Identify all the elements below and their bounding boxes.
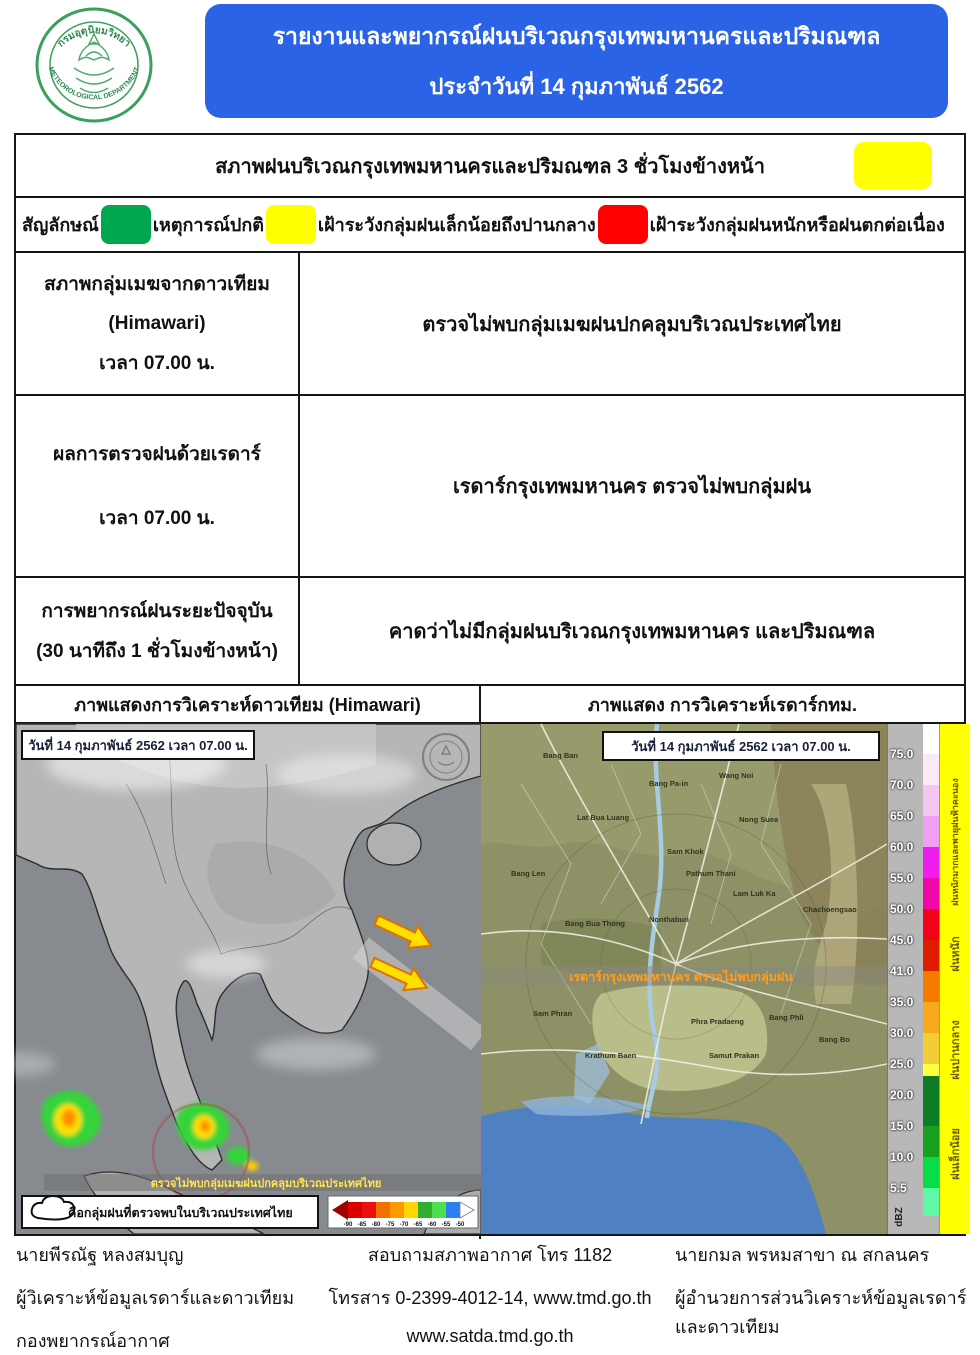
- report-title: รายงานและพยากรณ์ฝนบริเวณกรุงเทพมหานครและปริมณฑล: [272, 22, 881, 49]
- legend-text-normal: เหตุการณ์ปกติ: [152, 215, 264, 235]
- row-map-images: [16, 722, 964, 1234]
- satellite-map-image: [16, 724, 481, 1234]
- svg-text:กรมอุตุนิยมวิทยา: กรมอุตุนิยมวิทยา: [55, 25, 133, 50]
- nowcast-result-text: คาดว่าไม่มีกลุ่มฝนบริเวณกรุงเทพมหานคร และปริมณฑล: [388, 621, 876, 643]
- satellite-overlay-text: ตรวจไม่พบกลุ่มเมฆฝนปกคลุมบริเวณประเทศไทย: [150, 1178, 382, 1190]
- svg-text:Chachoengsao: Chachoengsao: [803, 905, 857, 914]
- 3hr-condition-title: สภาพฝนบริเวณกรุงเทพมหานครและปริมณฑล 3 ชั่วโมงข้างหน้า: [215, 155, 765, 178]
- legend-chip-red: [598, 205, 648, 244]
- svg-text:-85: -85: [357, 1222, 367, 1228]
- footer-contact: [305, 1240, 675, 1355]
- satellite-source-time: เวลา 07.00 น.: [99, 353, 215, 374]
- legend-chip-green: [101, 205, 151, 244]
- status-color-box-yellow: [854, 142, 932, 189]
- report-title-banner: [205, 4, 948, 118]
- nowcast-line2: (30 นาทีถึง 1 ชั่วโมงข้างหน้า): [36, 641, 278, 662]
- svg-text:Krathum Baen: Krathum Baen: [585, 1051, 637, 1060]
- row-radar-result: [16, 394, 964, 576]
- satellite-colorbar: [328, 1196, 478, 1228]
- analyst-title: ผู้วิเคราะห์ข้อมูลเรดาร์และดาวเทียม: [16, 1288, 295, 1308]
- legend-chip-yellow: [266, 205, 316, 244]
- legend-text-watch-light: เฝ้าระวังกลุ่มฝนเล็กน้อยถึงปานกลาง: [317, 215, 596, 235]
- director-name: นายกมล พรหมสาขา ณ สกลนคร: [675, 1245, 930, 1265]
- satellite-source-cell: [16, 253, 300, 394]
- satellite-source-line2: (Himawari): [108, 312, 206, 334]
- satellite-image-header: ภาพแสดงการวิเคราะห์ดาวเทียม (Himawari): [16, 686, 481, 722]
- radar-dbz-colorbar: [923, 724, 939, 1234]
- svg-text:Bang Phli: Bang Phli: [769, 1013, 804, 1022]
- svg-text:-90: -90: [343, 1222, 353, 1228]
- footer-analyst: [0, 1240, 305, 1355]
- analyst-name: นายพีรณัฐ หลงสมบุญ: [16, 1245, 184, 1265]
- row-satellite-result: [16, 251, 964, 394]
- tmd-logo: [34, 6, 154, 124]
- contact-phone: สอบถามสภาพอากาศ โทร 1182: [367, 1245, 613, 1265]
- radar-source-cell: [16, 396, 300, 576]
- radar-source-time: เวลา 07.00 น.: [99, 508, 215, 529]
- radar-scale-ticks: 75.0 70.0 65.0 60.0 55.0 50.0 45.0 41.0 35.0 30.0 25.0 20.0 15.0 10.0 5.5 dBZ: [887, 724, 923, 1234]
- tmd-seal-icon: [34, 6, 154, 124]
- svg-text:-65: -65: [413, 1222, 423, 1228]
- svg-text:Bang Bo: Bang Bo: [819, 1035, 850, 1044]
- report-table: [14, 133, 966, 1236]
- legend-label: สัญลักษณ์: [22, 215, 99, 235]
- satellite-map: [16, 724, 481, 1239]
- footer: [0, 1240, 980, 1355]
- svg-text:-55: -55: [441, 1222, 451, 1228]
- svg-text:Bang Ban: Bang Ban: [543, 751, 579, 760]
- radar-image-header: ภาพแสดง การวิเคราะห์เรดาร์กทม.: [587, 694, 858, 715]
- contact-satda-web: www.satda.tmd.go.th: [406, 1326, 574, 1346]
- satellite-legend-text: คือกลุ่มฝนที่ตรวจพบในบริเวณประเทศไทย: [68, 1206, 293, 1220]
- satellite-result-text: ตรวจไม่พบกลุ่มเมฆฝนปกคลุมบริเวณประเทศไทย: [422, 313, 842, 336]
- row-legend: [16, 196, 964, 251]
- row-nowcast: [16, 576, 964, 684]
- row-image-headers: [16, 684, 964, 722]
- footer-director: [675, 1240, 980, 1355]
- svg-text:-75: -75: [385, 1222, 395, 1228]
- svg-text:-50: -50: [455, 1222, 465, 1228]
- radar-result-text: เรดาร์กรุงเทพมหานคร ตรวจไม่พบกลุ่มฝน: [452, 476, 812, 498]
- svg-text:Lat Bua Luang: Lat Bua Luang: [577, 813, 630, 822]
- svg-text:Phra Pradaeng: Phra Pradaeng: [691, 1017, 744, 1026]
- svg-text:Bang Bua Thong: Bang Bua Thong: [565, 919, 625, 928]
- svg-text:Sam Phran: Sam Phran: [533, 1009, 573, 1018]
- svg-text:Sam Khok: Sam Khok: [667, 847, 704, 856]
- radar-overlay-text: เรดาร์กรุงเทพมหานคร ตรวจไม่พบกลุ่มฝน: [569, 970, 793, 984]
- svg-text:Pathum Thani: Pathum Thani: [686, 869, 736, 878]
- report-date: ประจำวันที่ 14 กุมภาพันธ์ 2562: [429, 73, 724, 99]
- radar-map-image: [481, 724, 887, 1234]
- svg-text:Nonthaburi: Nonthaburi: [649, 915, 689, 924]
- analyst-division: กองพยากรณ์อากาศ: [16, 1331, 170, 1351]
- radar-map: [481, 724, 970, 1239]
- nowcast-line1: การพยากรณ์ฝนระยะปัจจุบัน: [41, 601, 273, 622]
- svg-text:METEOROLOGICAL DEPARTMENT: METEOROLOGICAL DEPARTMENT: [46, 66, 142, 102]
- svg-text:Lam Luk Ka: Lam Luk Ka: [733, 889, 776, 898]
- svg-text:-60: -60: [427, 1222, 437, 1228]
- director-title: ผู้อำนวยการส่วนวิเคราะห์ข้อมูลเรดาร์และดาวเทียม: [675, 1288, 967, 1337]
- svg-text:Samut Prakan: Samut Prakan: [709, 1051, 760, 1060]
- contact-fax-web: โทรสาร 0-2399-4012-14, www.tmd.go.th: [328, 1288, 652, 1308]
- radar-source-line1: ผลการตรวจฝนด้วยเรดาร์: [53, 444, 261, 465]
- satellite-timestamp: วันที่ 14 กุมภาพันธ์ 2562 เวลา 07.00 น.: [28, 738, 248, 753]
- row-3hr-condition: [16, 135, 964, 196]
- svg-text:-70: -70: [399, 1222, 409, 1228]
- legend-text-watch-heavy: เฝ้าระวังกลุ่มฝนหนักหรือฝนตกต่อเนื่อง: [649, 215, 945, 235]
- radar-scale-categories: ฝนหนักมากและพายุฝนฟ้าคะนอง ฝนหนัก ฝนปานกลาง ฝนเล็กน้อย: [939, 724, 970, 1234]
- svg-text:Bang Pa-in: Bang Pa-in: [649, 779, 689, 788]
- svg-text:Bang Len: Bang Len: [511, 869, 546, 878]
- nowcast-source-cell: [16, 578, 300, 684]
- satellite-source-line1: สภาพกลุ่มเมฆจากดาวเทียม: [44, 274, 270, 295]
- svg-text:Wang Noi: Wang Noi: [719, 771, 754, 780]
- radar-timestamp: วันที่ 14 กุมภาพันธ์ 2562 เวลา 07.00 น.: [631, 739, 851, 754]
- svg-text:-80: -80: [371, 1222, 381, 1228]
- svg-text:Nong Suea: Nong Suea: [739, 815, 779, 824]
